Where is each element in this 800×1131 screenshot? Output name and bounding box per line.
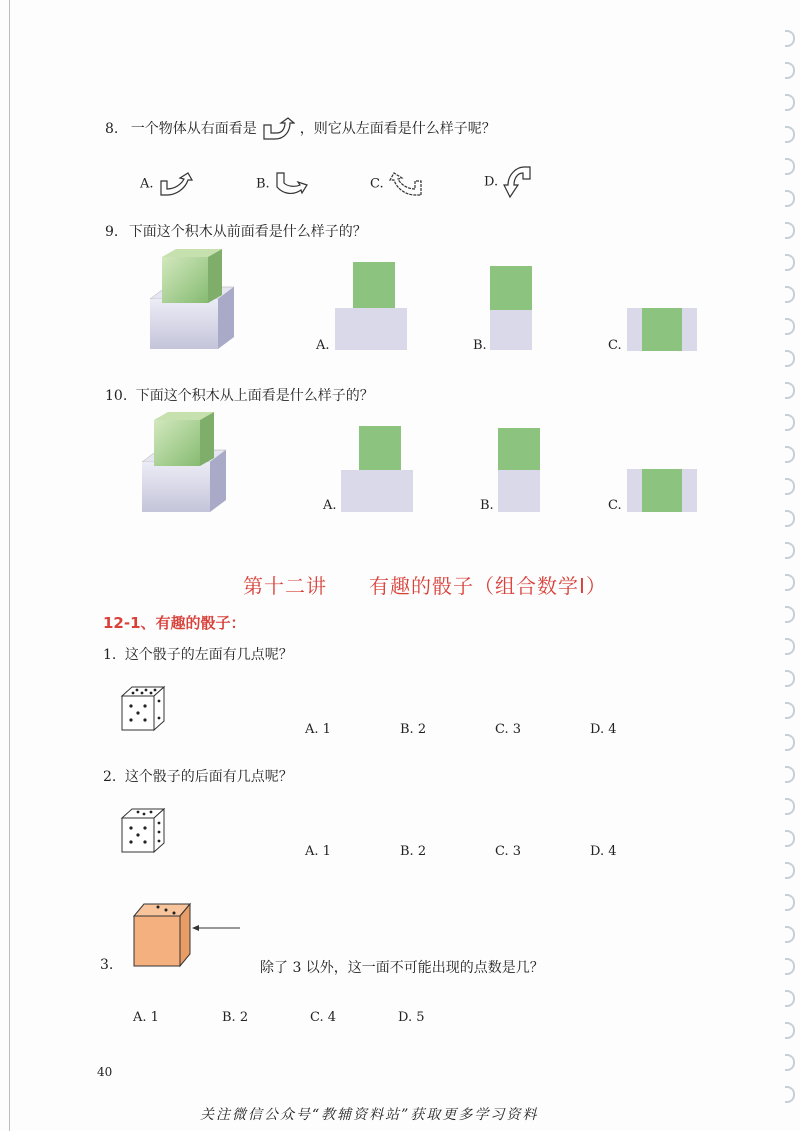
dice-question-1 (103, 644, 293, 664)
question-9 (105, 221, 367, 241)
option-label: C. (370, 176, 384, 192)
q8-option-a[interactable] (140, 171, 194, 197)
question-text: 下面这个积木从前面看是什么样子的？ (128, 224, 367, 240)
lecture-title: 第十二讲 有趣的骰子（组合数学Ⅰ） (243, 574, 607, 598)
dice-q3-option-d[interactable]: D. 5 (398, 1010, 425, 1025)
q10-option-c-label: C. (608, 498, 622, 513)
question-text: 下面这个积木从上面看是什么样子的？ (135, 388, 374, 404)
dice-q1-option-a[interactable]: A. 1 (305, 722, 331, 737)
margin-line (9, 0, 10, 1131)
shape-c-icon (388, 171, 424, 197)
question-text-after: ，则它从左面看是什么样子呢？ (299, 121, 496, 137)
dice-q3-option-a[interactable]: A. 1 (133, 1010, 159, 1025)
option-label: A. (140, 176, 154, 192)
q9-option-a-label: A. (316, 338, 330, 353)
green-square (490, 266, 532, 310)
question-number: 10. (105, 388, 128, 404)
question-10 (105, 385, 374, 405)
shape-b-icon (274, 171, 310, 197)
shape-d-icon (502, 165, 532, 199)
question-number: 8. (105, 121, 119, 137)
dice-icon (118, 806, 168, 856)
question-text: 一个物体从右面看是 (130, 121, 257, 137)
option-label: D. (484, 174, 499, 190)
question-number: 1. (103, 647, 117, 663)
block-3d-figure (148, 247, 238, 352)
question-text: 这个骰子的后面有几点呢？ (124, 769, 293, 785)
q10-option-b[interactable] (498, 428, 540, 512)
footer-note: 关注微信公众号“教辅资料站”获取更多学习资料 (200, 1107, 539, 1123)
q10-option-a[interactable] (341, 426, 413, 512)
q10-option-c[interactable] (627, 469, 697, 512)
block-3d-figure (140, 410, 230, 515)
dice-question-2 (103, 766, 293, 786)
section-title: 12-1、有趣的骰子： (103, 614, 246, 632)
q9-option-c[interactable] (627, 308, 697, 351)
page-number: 40 (97, 1065, 113, 1079)
lavender-rect (341, 470, 413, 512)
q8-option-d[interactable] (484, 165, 532, 199)
dice-q1-option-b[interactable]: B. 2 (400, 722, 427, 737)
q9-option-b-label: B. (473, 338, 487, 353)
orange-dice-figure (132, 900, 244, 970)
dice-q2-option-b[interactable]: B. 2 (400, 844, 427, 859)
green-square (498, 428, 540, 470)
question-text: 这个骰子的左面有几点呢？ (124, 647, 293, 663)
lavender-rect (498, 470, 540, 512)
q8-option-c[interactable] (370, 171, 424, 197)
q9-option-b[interactable] (488, 266, 532, 350)
question-number: 2. (103, 769, 117, 785)
lavender-rect (335, 308, 407, 350)
q9-option-c-label: C. (608, 338, 622, 353)
dice-question-3-number: 3. (100, 957, 114, 973)
q8-option-b[interactable] (256, 171, 310, 197)
green-square (642, 469, 682, 512)
option-label: B. (256, 176, 270, 192)
dice-q3-option-c[interactable]: C. 4 (310, 1010, 337, 1025)
dice-q2-option-c[interactable]: C. 3 (495, 844, 522, 859)
green-square (359, 426, 401, 470)
dice-q1-option-d[interactable]: D. 4 (590, 722, 617, 737)
right-view-shape-icon (261, 117, 295, 141)
q10-option-a-label: A. (323, 498, 337, 513)
q9-option-a[interactable] (335, 262, 407, 350)
dice-q1-option-c[interactable]: C. 3 (495, 722, 522, 737)
dice-q2-option-a[interactable]: A. 1 (305, 844, 331, 859)
green-square (642, 308, 682, 351)
dice-q2-option-d[interactable]: D. 4 (590, 844, 617, 859)
green-square (353, 262, 395, 308)
dice-question-3-text: 除了 3 以外，这一面不可能出现的点数是几？ (260, 960, 544, 976)
q10-option-b-label: B. (480, 498, 494, 513)
shape-a-icon (158, 171, 194, 197)
dice-icon (118, 684, 168, 734)
lavender-rect (490, 310, 532, 350)
dice-q3-option-b[interactable]: B. 2 (222, 1010, 249, 1025)
question-8 (105, 117, 496, 141)
question-number: 9. (105, 224, 119, 240)
